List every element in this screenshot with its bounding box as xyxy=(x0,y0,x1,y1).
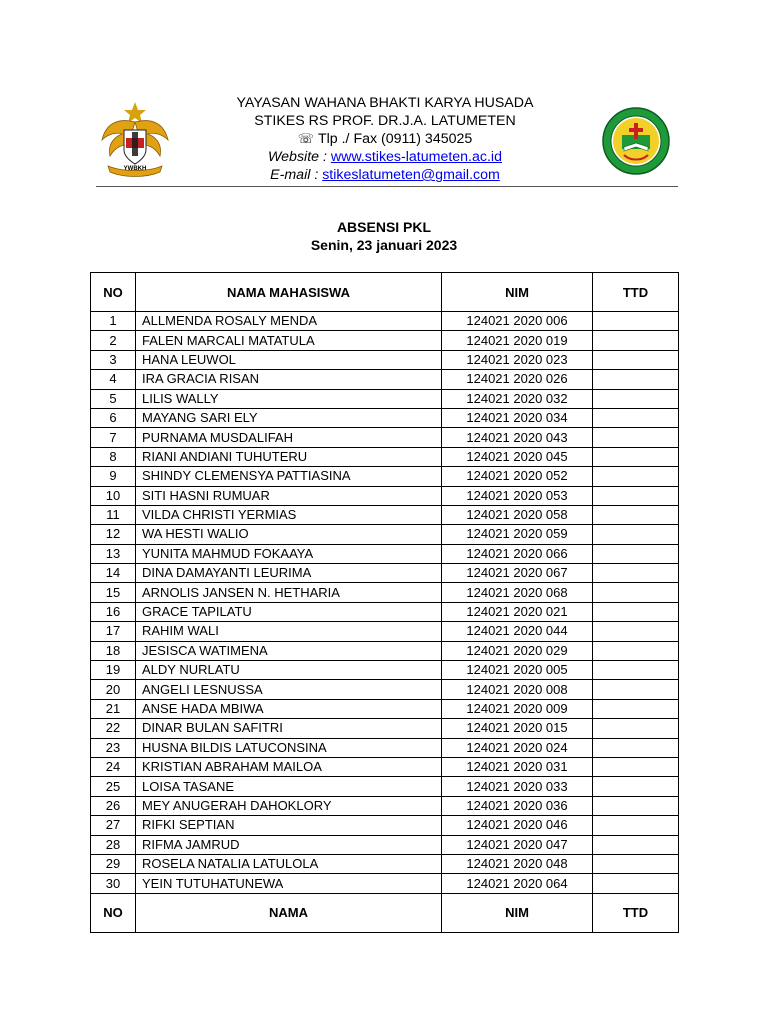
cell-ttd[interactable] xyxy=(593,486,679,505)
cell-nama: IRA GRACIA RISAN xyxy=(136,370,442,389)
column-header-nim: NIM xyxy=(442,273,593,312)
cell-nim: 124021 2020 066 xyxy=(442,544,593,563)
cell-ttd[interactable] xyxy=(593,796,679,815)
cell-nim: 124021 2020 053 xyxy=(442,486,593,505)
cell-ttd[interactable] xyxy=(593,622,679,641)
table-row xyxy=(91,312,679,331)
cell-nama: LOISA TASANE xyxy=(136,777,442,796)
cell-ttd[interactable] xyxy=(593,544,679,563)
cell-nim: 124021 2020 033 xyxy=(442,777,593,796)
column-header-nama: NAMA MAHASISWA xyxy=(136,273,442,312)
cell-no: 16 xyxy=(91,602,136,621)
website-label: Website : xyxy=(268,149,331,165)
cell-no: 27 xyxy=(91,816,136,835)
cell-no: 24 xyxy=(91,757,136,776)
cell-nama: ALDY NURLATU xyxy=(136,661,442,680)
cell-nim: 124021 2020 005 xyxy=(442,661,593,680)
table-row xyxy=(91,467,679,486)
attendance-table xyxy=(90,272,679,933)
table-row xyxy=(91,389,679,408)
cell-no: 6 xyxy=(91,408,136,427)
cell-nim: 124021 2020 015 xyxy=(442,719,593,738)
table-row xyxy=(91,505,679,524)
cell-nama: HANA LEUWOL xyxy=(136,350,442,369)
cell-nim: 124021 2020 064 xyxy=(442,874,593,893)
cell-no: 28 xyxy=(91,835,136,854)
cell-nama: LILIS WALLY xyxy=(136,389,442,408)
table-row xyxy=(91,525,679,544)
cell-nama: MEY ANUGERAH DAHOKLORY xyxy=(136,796,442,815)
cell-nama: RIFMA JAMRUD xyxy=(136,835,442,854)
cell-nim: 124021 2020 034 xyxy=(442,408,593,427)
table-row xyxy=(91,370,679,389)
cell-ttd[interactable] xyxy=(593,777,679,796)
cell-nim: 124021 2020 024 xyxy=(442,738,593,757)
footer-header-nama: NAMA xyxy=(136,893,442,932)
cell-nim: 124021 2020 067 xyxy=(442,564,593,583)
table-row xyxy=(91,757,679,776)
table-row xyxy=(91,641,679,660)
cell-ttd[interactable] xyxy=(593,505,679,524)
cell-ttd[interactable] xyxy=(593,312,679,331)
document-title: ABSENSI PKL xyxy=(336,219,432,235)
cell-no: 20 xyxy=(91,680,136,699)
cell-ttd[interactable] xyxy=(593,525,679,544)
cell-no: 26 xyxy=(91,796,136,815)
cell-nama: SITI HASNI RUMUAR xyxy=(136,486,442,505)
cell-ttd[interactable] xyxy=(593,350,679,369)
table-row xyxy=(91,622,679,641)
table-row xyxy=(91,854,679,873)
cell-nama: KRISTIAN ABRAHAM MAILOA xyxy=(136,757,442,776)
footer-header-no: NO xyxy=(91,893,136,932)
cell-ttd[interactable] xyxy=(593,757,679,776)
cell-nim: 124021 2020 044 xyxy=(442,622,593,641)
cell-ttd[interactable] xyxy=(593,835,679,854)
cell-nama: PURNAMA MUSDALIFAH xyxy=(136,428,442,447)
cell-ttd[interactable] xyxy=(593,602,679,621)
cell-no: 11 xyxy=(91,505,136,524)
document-date: Senin, 23 januari 2023 xyxy=(310,237,458,253)
cell-no: 4 xyxy=(91,370,136,389)
cell-nim: 124021 2020 036 xyxy=(442,796,593,815)
website-link[interactable]: www.stikes-latumeten.ac.id xyxy=(330,149,502,165)
cell-ttd[interactable] xyxy=(593,680,679,699)
footer-header-nim: NIM xyxy=(442,893,593,932)
cell-nim: 124021 2020 021 xyxy=(442,602,593,621)
cell-nama: SHINDY CLEMENSYA PATTIASINA xyxy=(136,467,442,486)
cell-ttd[interactable] xyxy=(593,699,679,718)
cell-nim: 124021 2020 043 xyxy=(442,428,593,447)
column-header-ttd: TTD xyxy=(593,273,679,312)
cell-no: 7 xyxy=(91,428,136,447)
cell-nim: 124021 2020 006 xyxy=(442,312,593,331)
letterhead-divider xyxy=(96,186,678,187)
cell-nama: RIANI ANDIANI TUHUTERU xyxy=(136,447,442,466)
cell-no: 17 xyxy=(91,622,136,641)
cell-ttd[interactable] xyxy=(593,331,679,350)
table-row xyxy=(91,602,679,621)
table-row xyxy=(91,544,679,563)
cell-nim: 124021 2020 019 xyxy=(442,331,593,350)
institution-name: STIKES RS PROF. DR.J.A. LATUMETEN xyxy=(254,113,516,129)
table-row xyxy=(91,661,679,680)
cell-nama: YUNITA MAHMUD FOKAAYA xyxy=(136,544,442,563)
cell-ttd[interactable] xyxy=(593,447,679,466)
column-header-no: NO xyxy=(91,273,136,312)
cell-ttd[interactable] xyxy=(593,389,679,408)
cell-no: 15 xyxy=(91,583,136,602)
cell-ttd[interactable] xyxy=(593,719,679,738)
table-row xyxy=(91,486,679,505)
cell-ttd[interactable] xyxy=(593,641,679,660)
cell-nama: FALEN MARCALI MATATULA xyxy=(136,331,442,350)
cell-no: 25 xyxy=(91,777,136,796)
cell-no: 12 xyxy=(91,525,136,544)
table-row xyxy=(91,583,679,602)
cell-ttd[interactable] xyxy=(593,738,679,757)
cell-no: 23 xyxy=(91,738,136,757)
cell-nama: MAYANG SARI ELY xyxy=(136,408,442,427)
cell-nama: JESISCA WATIMENA xyxy=(136,641,442,660)
email-link[interactable]: stikeslatumeten@gmail.com xyxy=(322,167,500,183)
table-row xyxy=(91,408,679,427)
table-row xyxy=(91,331,679,350)
table-row xyxy=(91,738,679,757)
table-row xyxy=(91,680,679,699)
cell-nama: YEIN TUTUHATUNEWA xyxy=(136,874,442,893)
cell-no: 22 xyxy=(91,719,136,738)
cell-nim: 124021 2020 048 xyxy=(442,854,593,873)
cell-nim: 124021 2020 059 xyxy=(442,525,593,544)
table-row xyxy=(91,816,679,835)
cell-ttd[interactable] xyxy=(593,874,679,893)
table-row xyxy=(91,447,679,466)
cell-nama: HUSNA BILDIS LATUCONSINA xyxy=(136,738,442,757)
table-row xyxy=(91,350,679,369)
cell-ttd[interactable] xyxy=(593,370,679,389)
cell-nim: 124021 2020 026 xyxy=(442,370,593,389)
cell-ttd[interactable] xyxy=(593,428,679,447)
cell-no: 14 xyxy=(91,564,136,583)
stikes-seal-logo xyxy=(602,107,670,175)
cell-nama: VILDA CHRISTI YERMIAS xyxy=(136,505,442,524)
cell-nama: GRACE TAPILATU xyxy=(136,602,442,621)
cell-ttd[interactable] xyxy=(593,661,679,680)
table-header-row xyxy=(91,273,679,312)
cell-nama: RAHIM WALI xyxy=(136,622,442,641)
cell-no: 13 xyxy=(91,544,136,563)
table-row xyxy=(91,428,679,447)
cell-nama: DINAR BULAN SAFITRI xyxy=(136,719,442,738)
cell-nim: 124021 2020 031 xyxy=(442,757,593,776)
phone-text: Tlp ./ Fax (0911) 345025 xyxy=(317,131,473,147)
cell-no: 1 xyxy=(91,312,136,331)
cell-no: 8 xyxy=(91,447,136,466)
cell-no: 30 xyxy=(91,874,136,893)
cell-nim: 124021 2020 032 xyxy=(442,389,593,408)
table-row xyxy=(91,796,679,815)
cell-nim: 124021 2020 052 xyxy=(442,467,593,486)
cell-no: 2 xyxy=(91,331,136,350)
cell-nama: RIFKI SEPTIAN xyxy=(136,816,442,835)
cell-no: 29 xyxy=(91,854,136,873)
website-line xyxy=(180,148,590,166)
cell-nama: ANGELI LESNUSSA xyxy=(136,680,442,699)
email-line xyxy=(180,166,590,184)
table-row xyxy=(91,719,679,738)
cell-no: 19 xyxy=(91,661,136,680)
cell-nim: 124021 2020 047 xyxy=(442,835,593,854)
contact-phone-line xyxy=(180,130,590,148)
table-row xyxy=(91,699,679,718)
cell-nim: 124021 2020 058 xyxy=(442,505,593,524)
foundation-logo-caption: YWBKH xyxy=(123,166,147,172)
table-row xyxy=(91,564,679,583)
cell-ttd[interactable] xyxy=(593,408,679,427)
email-label: E-mail : xyxy=(270,167,323,183)
cell-nama: ARNOLIS JANSEN N. HETHARIA xyxy=(136,583,442,602)
cell-ttd[interactable] xyxy=(593,583,679,602)
table-row xyxy=(91,874,679,893)
cell-no: 9 xyxy=(91,467,136,486)
cell-nama: DINA DAMAYANTI LEURIMA xyxy=(136,564,442,583)
foundation-name: YAYASAN WAHANA BHAKTI KARYA HUSADA xyxy=(236,95,534,111)
phone-icon: ☏ xyxy=(297,131,314,146)
table-row xyxy=(91,835,679,854)
cell-nama: WA HESTI WALIO xyxy=(136,525,442,544)
cell-nama: ALLMENDA ROSALY MENDA xyxy=(136,312,442,331)
cell-no: 5 xyxy=(91,389,136,408)
cell-nim: 124021 2020 008 xyxy=(442,680,593,699)
cell-nim: 124021 2020 046 xyxy=(442,816,593,835)
cell-no: 3 xyxy=(91,350,136,369)
cell-nim: 124021 2020 029 xyxy=(442,641,593,660)
cell-ttd[interactable] xyxy=(593,564,679,583)
cell-nim: 124021 2020 045 xyxy=(442,447,593,466)
cell-ttd[interactable] xyxy=(593,816,679,835)
cell-nim: 124021 2020 068 xyxy=(442,583,593,602)
cell-nim: 124021 2020 023 xyxy=(442,350,593,369)
cell-no: 10 xyxy=(91,486,136,505)
cell-ttd[interactable] xyxy=(593,467,679,486)
cell-nama: ANSE HADA MBIWA xyxy=(136,699,442,718)
cell-ttd[interactable] xyxy=(593,854,679,873)
footer-header-ttd: TTD xyxy=(593,893,679,932)
table-footer-row xyxy=(91,893,679,932)
cell-no: 18 xyxy=(91,641,136,660)
cell-nim: 124021 2020 009 xyxy=(442,699,593,718)
attendance-rows xyxy=(91,312,679,894)
cell-no: 21 xyxy=(91,699,136,718)
table-row xyxy=(91,777,679,796)
cell-nama: ROSELA NATALIA LATULOLA xyxy=(136,854,442,873)
